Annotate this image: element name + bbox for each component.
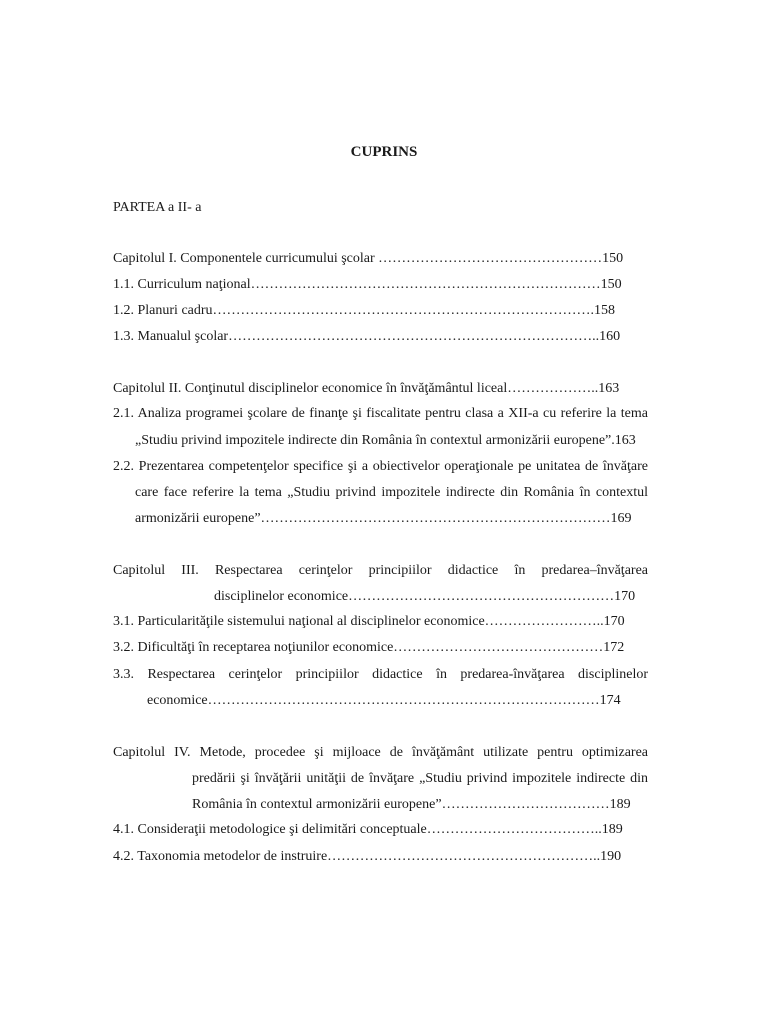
toc-entry-2-1-line-1: 2.1. Analiza programei şcolare de finanţe şi fiscalitate pentru clasa a XII-a cu referire la tema — [113, 406, 648, 421]
chapter-2-heading: Capitolul II. Conţinutul disciplinelor economice în învăţământul liceal………………..163 — [113, 381, 620, 396]
toc-entry-3-3-line-1: 3.3. Respectarea cerinţelor principiilor didactice în predarea-învăţarea disciplinelor — [113, 667, 648, 682]
toc-entry-1-2: 1.2. Planuri cadru……………………………………………………………………….158 — [113, 303, 616, 318]
page-title: CUPRINS — [350, 144, 418, 160]
toc-entry-4-2: 4.2. Taxonomia metodelor de instruire…………………………………………………..190 — [113, 849, 622, 864]
chapter-4-heading-line-1: Capitolul IV. Metode, procedee şi mijloace de învăţământ utilizate pentru optimizarea — [113, 745, 648, 760]
toc-entry-1-1: 1.1. Curriculum naţional…………………………………………………………………150 — [113, 277, 622, 292]
chapter-3-heading-line-1: Capitolul III. Respectarea cerinţelor principiilor didactice în predarea–învăţarea — [113, 563, 648, 578]
toc-entry-3-2: 3.2. Dificultăţi în receptarea noţiunilor economice………………………………………172 — [113, 640, 625, 655]
toc-entry-2-1-line-2: „Studiu privind impozitele indirecte din România în contextul armonizării europene”.163 — [135, 433, 636, 448]
toc-entry-3-3-line-2: economice…………………………………………………………………………174 — [147, 693, 621, 708]
toc-entry-2-2-line-2: care face referire la tema „Studiu privind impozitele indirecte din România în contextul — [135, 485, 648, 500]
chapter-3-heading-line-2: disciplinelor economice…………………………………………………170 — [214, 589, 636, 604]
chapter-1-heading: Capitolul I. Componentele curricumului şcolar …………………………………………150 — [113, 251, 624, 266]
toc-entry-3-1: 3.1. Particularităţile sistemului naţional al disciplinelor economice……………………..170 — [113, 614, 625, 629]
chapter-4-heading-line-2: predării şi învăţării unităţii de învăţare „Studiu privind impozitele indirecte din — [192, 771, 648, 786]
toc-entry-2-2-line-1: 2.2. Prezentarea competenţelor specifice şi a obiectivelor operaţionale pe unitatea de învăţare — [113, 459, 648, 474]
chapter-4-heading-line-3: România în contextul armonizării europene”………………………………189 — [192, 797, 631, 812]
toc-entry-4-1: 4.1. Consideraţii metodologice şi delimitări conceptuale………………………………..189 — [113, 822, 623, 837]
toc-entry-1-3: 1.3. Manualul şcolar……………………………………………………………………..160 — [113, 329, 621, 344]
toc-entry-2-2-line-3: armonizării europene”…………………………………………………………………169 — [135, 511, 632, 526]
part-heading: PARTEA a II- a — [113, 200, 202, 215]
